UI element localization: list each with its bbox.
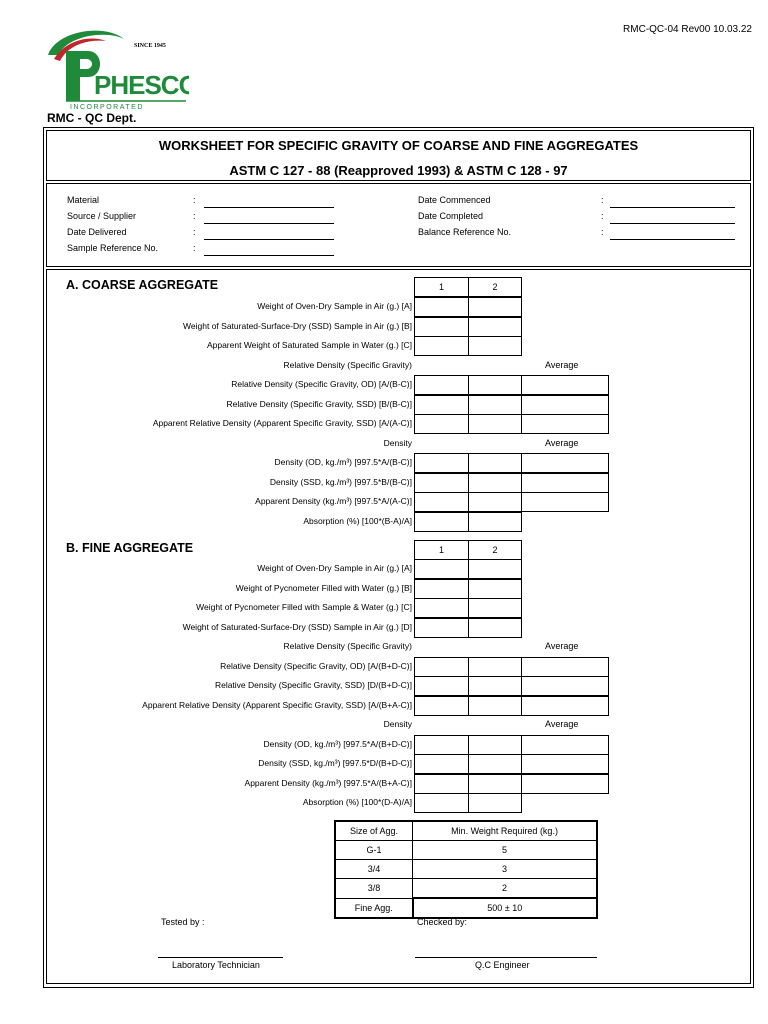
- coarse-rel-0-value-2[interactable]: [468, 375, 522, 395]
- colon: :: [601, 211, 604, 221]
- coarse-col-1-header: 1: [414, 277, 469, 297]
- coarse-rel-1-label: Relative Density (Specific Gravity, SSD) [B/(B-C)]: [226, 398, 412, 409]
- coarse-rel-0-label: Relative Density (Specific Gravity, OD) [A/(B-C)]: [231, 379, 412, 389]
- date-completed-label: Date Completed: [418, 211, 484, 221]
- technician-label: Laboratory Technician: [172, 960, 260, 970]
- colon: :: [193, 243, 196, 253]
- coarse-weight-2-value-1[interactable]: [414, 336, 469, 356]
- date-delivered-label: Date Delivered: [67, 227, 127, 237]
- coarse-col-2-header: 2: [468, 277, 522, 297]
- coarse-den-2-value-2[interactable]: [468, 492, 522, 512]
- fine-aggregate-heading: B. FINE AGGREGATE: [66, 541, 194, 555]
- fine-rel-0-average[interactable]: [521, 657, 609, 677]
- fine-den-3-value-1[interactable]: [414, 793, 469, 813]
- engineer-label: Q.C Engineer: [475, 960, 530, 970]
- min-weight-table: [334, 820, 598, 919]
- fine-den-0-value-2[interactable]: [468, 735, 522, 755]
- coarse-weight-0-label: Weight of Oven-Dry Sample in Air (g.) [A]: [257, 301, 412, 311]
- material-field[interactable]: [204, 207, 334, 208]
- company-logo: [44, 25, 189, 113]
- coarse-den-average-heading: Average: [545, 437, 579, 448]
- size-header: Size of Agg.: [335, 821, 413, 841]
- fine-rel-0-value-1[interactable]: [414, 657, 469, 677]
- fine-rel-2-value-1[interactable]: [414, 696, 469, 716]
- logo-name: PHESCO: [94, 70, 189, 100]
- size-cell: G-1: [335, 841, 413, 860]
- colon: :: [193, 211, 196, 221]
- document-code: RMC-QC-04 Rev00 10.03.22: [623, 24, 752, 35]
- fine-den-1-label: Density (SSD, kg./m³) [997.5*D/(B+D-C)]: [258, 758, 412, 768]
- balance-ref-field[interactable]: [610, 239, 735, 240]
- coarse-rel-2-average[interactable]: [521, 414, 609, 434]
- fine-weight-2-value-2[interactable]: [468, 598, 522, 618]
- date-completed-field[interactable]: [610, 223, 735, 224]
- coarse-den-3-label: Absorption (%) [100*(B-A)/A]: [303, 515, 412, 526]
- fine-rel-1-value-1[interactable]: [414, 676, 469, 696]
- coarse-rel-2-label: Apparent Relative Density (Apparent Specific Gravity, SSD) [A/(A-C)]: [152, 418, 412, 428]
- coarse-rel-0-value-1[interactable]: [414, 375, 469, 395]
- fine-den-2-value-1[interactable]: [414, 774, 469, 794]
- coarse-weight-1-value-2[interactable]: [468, 317, 522, 337]
- coarse-weight-2-label: Apparent Weight of Saturated Sample in Water (g.) [C]: [206, 340, 412, 350]
- table-row: [335, 898, 597, 918]
- table-row: [335, 841, 597, 860]
- fine-den-average-heading: Average: [545, 719, 579, 729]
- coarse-den-3-value-2[interactable]: [468, 512, 522, 532]
- fine-den-0-label: Density (OD, kg./m³) [997.5*A/(B+D-C)]: [263, 738, 412, 749]
- coarse-rel-1-value-2[interactable]: [468, 395, 522, 415]
- colon: :: [601, 227, 604, 237]
- coarse-den-1-average[interactable]: [521, 473, 609, 493]
- coarse-den-2-average[interactable]: [521, 492, 609, 512]
- fine-rel-0-value-2[interactable]: [468, 657, 522, 677]
- coarse-weight-1-value-1[interactable]: [414, 317, 469, 337]
- fine-den-0-value-1[interactable]: [414, 735, 469, 755]
- weight-cell: 500 ± 10: [413, 898, 598, 918]
- table-row: [335, 860, 597, 879]
- colon: :: [193, 227, 196, 237]
- worksheet-standard: ASTM C 127 - 88 (Reapproved 1993) & ASTM C 128 - 97: [229, 163, 568, 178]
- fine-rel-0-label: Relative Density (Specific Gravity, OD) [A/(B+D-C)]: [220, 660, 412, 671]
- department-label: RMC - QC Dept.: [47, 111, 137, 125]
- fine-weight-3-value-1[interactable]: [414, 618, 469, 638]
- weight-cell: 3: [413, 860, 598, 879]
- coarse-den-1-label: Density (SSD, kg./m³) [997.5*B/(B-C)]: [269, 476, 412, 487]
- material-label: Material: [67, 195, 100, 205]
- fine-den-1-value-2[interactable]: [468, 754, 522, 774]
- coarse-density-heading: Density: [383, 437, 412, 448]
- coarse-rel-1-average[interactable]: [521, 395, 609, 415]
- coarse-weight-2-value-2[interactable]: [468, 336, 522, 356]
- fine-den-1-value-1[interactable]: [414, 754, 469, 774]
- fine-den-2-value-2[interactable]: [468, 774, 522, 794]
- fine-den-2-label: Apparent Density (kg./m³) [997.5*A/(B+A-C)]: [244, 777, 412, 788]
- sample-ref-label: Sample Reference No.: [67, 243, 159, 253]
- fine-col-2-header: 2: [468, 540, 522, 560]
- coarse-den-0-value-2[interactable]: [468, 453, 522, 473]
- checked-by-label: Checked by:: [417, 917, 468, 927]
- fine-den-1-average[interactable]: [521, 754, 609, 774]
- coarse-weight-0-value-2[interactable]: [468, 297, 522, 317]
- fine-rel-1-label: Relative Density (Specific Gravity, SSD) [D/(B+D-C)]: [214, 680, 412, 690]
- fine-weight-3-label: Weight of Saturated-Surface-Dry (SSD) Sample in Air (g.) [D]: [182, 621, 412, 632]
- coarse-rel-density-heading: Relative Density (Specific Gravity): [283, 359, 412, 370]
- fine-col-1-header: 1: [414, 540, 469, 560]
- fine-rel-2-average[interactable]: [521, 696, 609, 716]
- date-delivered-field[interactable]: [204, 239, 334, 240]
- table-header-row: [335, 821, 597, 841]
- fine-weight-0-value-1[interactable]: [414, 559, 469, 579]
- fine-weight-3-value-2[interactable]: [468, 618, 522, 638]
- fine-weight-1-label: Weight of Pycnometer Filled with Water (g.) [B]: [235, 582, 412, 593]
- source-label: Source / Supplier: [67, 211, 137, 221]
- weight-cell: 2: [413, 879, 598, 899]
- coarse-den-0-label: Density (OD, kg./m³) [997.5*A/(B-C)]: [274, 457, 412, 467]
- date-commenced-label: Date Commenced: [418, 195, 491, 205]
- coarse-rel-2-value-2[interactable]: [468, 414, 522, 434]
- coarse-den-2-label: Apparent Density (kg./m³) [997.5*A/(A-C)]: [255, 496, 412, 506]
- coarse-den-0-value-1[interactable]: [414, 453, 469, 473]
- fine-weight-1-value-2[interactable]: [468, 579, 522, 599]
- title-box: [46, 130, 751, 181]
- size-cell: 3/8: [335, 879, 413, 899]
- sample-ref-field[interactable]: [204, 255, 334, 256]
- fine-weight-2-label: Weight of Pycnometer Filled with Sample & Water (g.) [C]: [196, 602, 412, 612]
- table-row: [335, 879, 597, 899]
- fine-rel-average-heading: Average: [545, 641, 579, 651]
- fine-density-heading: Density: [383, 719, 412, 729]
- fine-weight-1-value-1[interactable]: [414, 579, 469, 599]
- colon: :: [601, 195, 604, 205]
- fine-rel-1-average[interactable]: [521, 676, 609, 696]
- size-cell: Fine Agg.: [335, 898, 413, 918]
- coarse-rel-0-average[interactable]: [521, 375, 609, 395]
- coarse-aggregate-heading: A. COARSE AGGREGATE: [66, 278, 219, 292]
- fine-weight-0-label: Weight of Oven-Dry Sample in Air (g.) [A]: [257, 563, 412, 573]
- coarse-den-2-value-1[interactable]: [414, 492, 469, 512]
- coarse-den-3-value-1[interactable]: [414, 512, 469, 532]
- fine-rel-2-value-2[interactable]: [468, 696, 522, 716]
- technician-signature-line[interactable]: [158, 957, 283, 958]
- coarse-den-0-average[interactable]: [521, 453, 609, 473]
- source-field[interactable]: [204, 223, 334, 224]
- coarse-rel-2-value-1[interactable]: [414, 414, 469, 434]
- min-weight-header: Min. Weight Required (kg.): [413, 821, 598, 841]
- coarse-weight-0-value-1[interactable]: [414, 297, 469, 317]
- size-cell: 3/4: [335, 860, 413, 879]
- fine-weight-0-value-2[interactable]: [468, 559, 522, 579]
- fine-den-0-average[interactable]: [521, 735, 609, 755]
- coarse-den-1-value-2[interactable]: [468, 473, 522, 493]
- fine-den-2-average[interactable]: [521, 774, 609, 794]
- tested-by-label: Tested by :: [161, 917, 205, 927]
- fine-den-3-value-2[interactable]: [468, 793, 522, 813]
- weight-cell: 5: [413, 841, 598, 860]
- balance-ref-label: Balance Reference No.: [418, 227, 512, 237]
- date-commenced-field[interactable]: [610, 207, 735, 208]
- info-box: [46, 183, 751, 267]
- logo-since: SINCE 1945: [134, 43, 166, 49]
- engineer-signature-line[interactable]: [415, 957, 597, 958]
- colon: :: [193, 195, 196, 205]
- coarse-den-1-value-1[interactable]: [414, 473, 469, 493]
- fine-rel-1-value-2[interactable]: [468, 676, 522, 696]
- worksheet-title: WORKSHEET FOR SPECIFIC GRAVITY OF COARSE AND FINE AGGREGATES: [158, 138, 639, 153]
- fine-rel-density-heading: Relative Density (Specific Gravity): [283, 641, 412, 651]
- fine-den-3-label: Absorption (%) [100*(D-A)/A]: [302, 797, 412, 807]
- fine-rel-2-label: Apparent Relative Density (Apparent Specific Gravity, SSD) [A/(B+A-C)]: [142, 699, 412, 710]
- coarse-weight-1-label: Weight of Saturated-Surface-Dry (SSD) Sample in Air (g.) [B]: [183, 320, 412, 331]
- coarse-rel-average-heading: Average: [545, 359, 579, 370]
- logo-sub: INCORPORATED: [70, 104, 144, 111]
- coarse-rel-1-value-1[interactable]: [414, 395, 469, 415]
- fine-weight-2-value-1[interactable]: [414, 598, 469, 618]
